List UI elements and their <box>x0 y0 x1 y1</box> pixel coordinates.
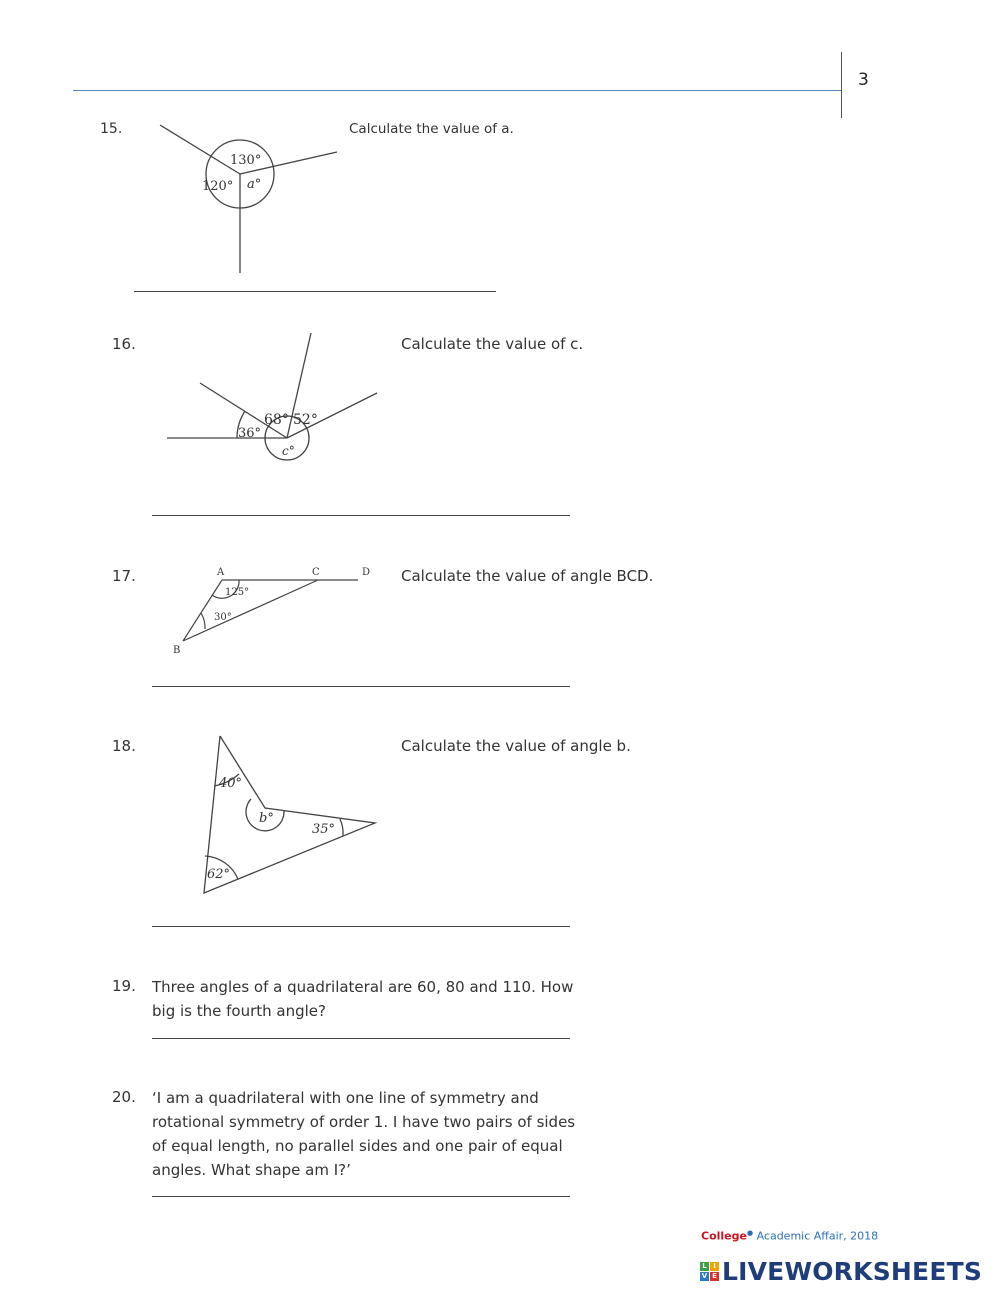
q17-arc-30 <box>201 613 205 629</box>
q17-line-bc <box>183 580 318 641</box>
question-19-answer-line[interactable] <box>152 1038 570 1039</box>
logo-letter-i: I <box>710 1262 719 1271</box>
question-19-number: 19. <box>112 977 136 995</box>
logo-letter-v: V <box>701 1271 708 1280</box>
question-20-line-2: rotational symmetry of order 1. I have two pairs of sides <box>152 1113 576 1131</box>
page-number: 3 <box>858 70 869 90</box>
question-19-line-1: Three angles of a quadrilateral are 60, 80 and 110. How <box>152 978 574 996</box>
q16-label-unknown: c° <box>282 444 295 458</box>
liveworksheets-wordmark: LIVEWORKSHEETS <box>722 1256 983 1286</box>
footer-organization <box>701 1229 878 1243</box>
header-divider <box>841 52 842 118</box>
q18-arc-35 <box>340 819 343 836</box>
question-17-diagram <box>165 563 385 658</box>
q18-label-40: 40° <box>219 776 243 791</box>
question-17-text: Calculate the value of angle BCD. <box>401 567 654 585</box>
question-20-line-1: ‘I am a quadrilateral with one line of symmetry and <box>152 1089 539 1107</box>
logo-letter-l: L <box>700 1262 709 1271</box>
q15-label-unknown: a° <box>247 177 262 192</box>
logo-letter-e: E <box>710 1272 719 1281</box>
q15-ray-upper-left <box>160 125 240 174</box>
question-19-line-2: big is the fourth angle? <box>152 1002 326 1020</box>
q18-label-62: 62° <box>207 867 231 882</box>
question-18-text: Calculate the value of angle b. <box>401 737 631 755</box>
question-20-number: 20. <box>112 1088 136 1106</box>
q15-label-top: 130° <box>230 153 262 168</box>
q17-point-c: C <box>312 567 320 578</box>
question-20-text <box>152 1086 575 1182</box>
question-16-number: 16. <box>112 335 136 353</box>
question-15-number: 15. <box>100 121 123 137</box>
question-20-answer-line[interactable] <box>152 1196 570 1197</box>
question-17-answer-line[interactable] <box>152 686 570 687</box>
question-15-answer-line[interactable] <box>134 291 496 292</box>
q17-point-d: D <box>362 567 371 578</box>
header-rule <box>73 90 841 91</box>
q17-point-b: B <box>173 645 181 656</box>
q17-point-a: A <box>217 567 225 578</box>
footer-dot: ● <box>746 1229 754 1237</box>
question-16-diagram <box>165 328 385 468</box>
q16-label-36: 36° <box>238 426 262 441</box>
q15-label-left: 120° <box>202 179 234 194</box>
question-18-answer-line[interactable] <box>152 926 570 927</box>
q16-label-68: 68° <box>264 412 289 428</box>
question-18-diagram <box>195 728 385 898</box>
footer-brand[interactable] <box>700 1256 982 1286</box>
q17-label-125: 125° <box>225 587 250 598</box>
question-18-number: 18. <box>112 737 136 755</box>
liveworksheets-logo-icon <box>700 1262 719 1281</box>
footer-college: College <box>701 1229 747 1243</box>
q18-label-35: 35° <box>312 822 336 837</box>
footer-academic-affair: Academic Affair, 2018 <box>756 1229 879 1243</box>
question-20-line-4: angles. What shape am I?’ <box>152 1161 351 1179</box>
question-19-text <box>152 975 573 1023</box>
question-15-text: Calculate the value of a. <box>349 121 514 137</box>
question-16-text: Calculate the value of c. <box>401 335 584 353</box>
q16-label-52: 52° <box>293 412 318 428</box>
question-16-answer-line[interactable] <box>152 515 570 516</box>
question-17-number: 17. <box>112 567 136 585</box>
q17-label-30: 30° <box>214 612 232 623</box>
question-20-line-3: of equal length, no parallel sides and one pair of equal <box>152 1137 563 1155</box>
q18-label-b: b° <box>259 811 274 826</box>
question-15-diagram <box>150 120 350 280</box>
